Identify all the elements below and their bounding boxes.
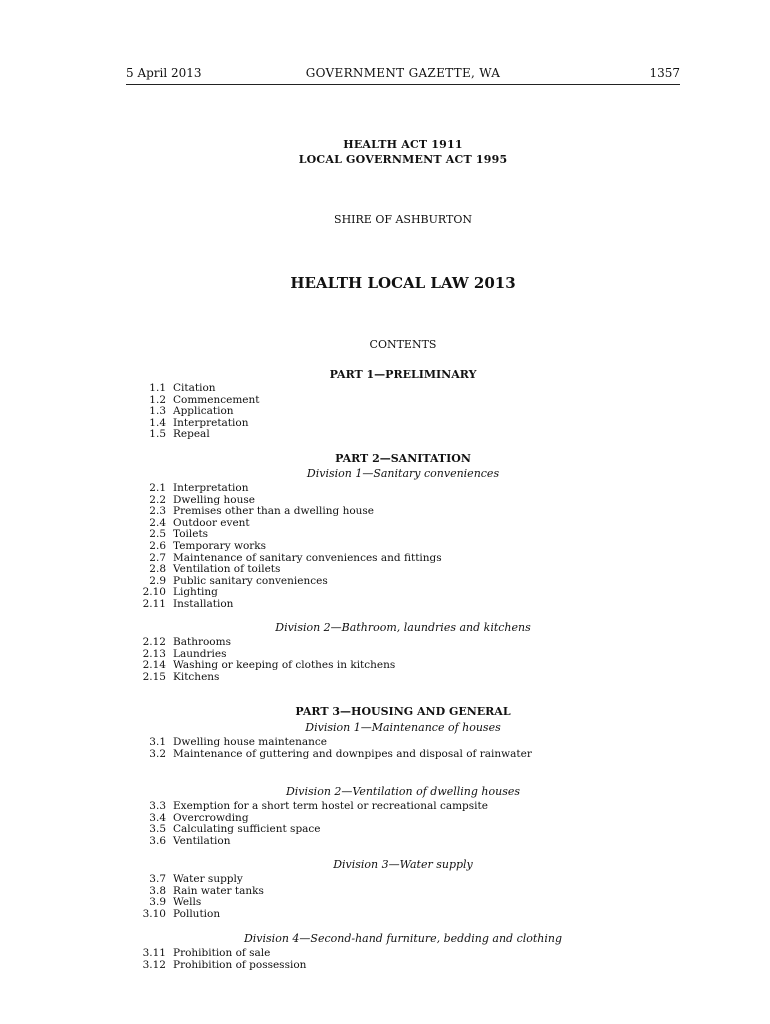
part-heading: PART 2—SANITATION: [335, 452, 471, 465]
list-item: [126, 948, 680, 960]
item-title: Bathrooms: [173, 636, 231, 648]
list-item: [126, 886, 680, 898]
item-title: Ventilation: [173, 834, 231, 847]
list-item: [126, 874, 680, 886]
item-title: Exemption for a short term hostel or recreational campsite: [173, 800, 488, 812]
contents-heading: CONTENTS: [369, 338, 437, 351]
item-number: 3.9: [149, 896, 166, 909]
running-header: [126, 66, 680, 85]
list-item: [126, 749, 680, 761]
contents-list: [126, 383, 680, 441]
contents-list: [126, 948, 680, 971]
item-title: Interpretation: [173, 482, 249, 494]
item-number: 2.14: [142, 659, 166, 672]
item-title: Prohibition of sale: [173, 947, 271, 959]
list-item: [126, 836, 680, 848]
list-item: [126, 483, 680, 495]
item-number: 2.5: [149, 528, 166, 541]
item-title: Maintenance of guttering and downpipes and disposal of rainwater: [173, 747, 532, 760]
list-item: [126, 672, 680, 684]
item-title: Public sanitary conveniences: [173, 574, 328, 587]
contents-list: [126, 483, 680, 611]
item-number: 3.8: [149, 884, 166, 897]
item-title: Lighting: [173, 586, 218, 599]
item-title: Dwelling house maintenance: [173, 736, 327, 748]
item-number: 1.5: [149, 428, 166, 441]
page-number: 1357: [649, 66, 680, 80]
item-number: 2.1: [149, 482, 166, 494]
item-number: 1.1: [149, 382, 166, 394]
gazette-name: GOVERNMENT GAZETTE, WA: [305, 66, 501, 80]
item-number: 2.8: [149, 563, 166, 576]
list-item: [126, 909, 680, 921]
item-number: 3.2: [149, 747, 166, 760]
item-number: 2.3: [149, 505, 166, 518]
act-title-health: HEALTH ACT 1911: [343, 138, 463, 151]
document-title: HEALTH LOCAL LAW 2013: [290, 274, 516, 292]
contents-list: [126, 637, 680, 683]
item-title: Pollution: [173, 907, 221, 920]
item-title: Rain water tanks: [173, 884, 264, 897]
item-number: 1.2: [149, 393, 166, 406]
item-title: Outdoor event: [173, 516, 250, 529]
list-item: [126, 383, 680, 395]
contents-list: [126, 801, 680, 847]
item-title: Calculating sufficient space: [173, 823, 321, 836]
item-title: Premises other than a dwelling house: [173, 505, 375, 518]
item-number: 3.3: [149, 800, 166, 812]
item-number: 3.10: [142, 907, 166, 920]
item-title: Temporary works: [173, 539, 267, 552]
item-title: Interpretation: [173, 416, 249, 429]
division-heading: Division 2—Ventilation of dwelling houses: [285, 785, 521, 798]
item-number: 2.4: [149, 516, 166, 529]
item-title: Overcrowding: [173, 811, 249, 824]
division-heading: Division 3—Water supply: [333, 858, 473, 871]
item-number: 3.4: [149, 811, 166, 824]
shire-name: SHIRE OF ASHBURTON: [334, 213, 472, 226]
list-item: [126, 801, 680, 813]
item-title: Dwelling house: [173, 493, 255, 506]
list-item: [126, 737, 680, 749]
item-title: Installation: [173, 597, 234, 610]
item-title: Wells: [173, 896, 202, 909]
item-title: Maintenance of sanitary conveniences and fittings: [173, 551, 442, 564]
item-number: 3.12: [142, 958, 166, 971]
item-number: 2.15: [142, 670, 166, 683]
item-title: Toilets: [173, 528, 209, 541]
list-item: [126, 599, 680, 611]
item-number: 2.11: [142, 597, 166, 610]
item-number: 2.7: [149, 551, 166, 564]
item-number: 3.5: [149, 823, 166, 836]
division-heading: Division 2—Bathroom, laundries and kitchens: [275, 621, 531, 634]
list-item: [126, 541, 680, 553]
item-number: 3.7: [149, 873, 166, 885]
part-heading: PART 3—HOUSING AND GENERAL: [295, 705, 511, 718]
list-item: [126, 429, 680, 441]
item-number: 1.4: [149, 416, 166, 429]
item-title: Repeal: [173, 428, 210, 441]
item-number: 2.10: [142, 586, 166, 599]
gazette-date: 5 April 2013: [126, 66, 202, 80]
item-number: 2.12: [142, 636, 166, 648]
act-title-local-government: LOCAL GOVERNMENT ACT 1995: [298, 153, 508, 166]
contents-list: [126, 874, 680, 920]
item-number: 2.6: [149, 539, 166, 552]
list-item: [126, 960, 680, 972]
division-heading: Division 1—Sanitary conveniences: [306, 467, 500, 480]
contents-list: [126, 737, 680, 760]
item-title: Washing or keeping of clothes in kitchens: [173, 659, 396, 672]
item-number: 2.9: [149, 574, 166, 587]
list-item: [126, 637, 680, 649]
item-title: Water supply: [173, 873, 243, 885]
part-heading: PART 1—PRELIMINARY: [329, 368, 477, 381]
item-title: Commencement: [173, 393, 260, 406]
item-title: Citation: [173, 382, 216, 394]
item-number: 2.13: [142, 647, 166, 660]
item-title: Application: [173, 405, 234, 418]
item-number: 3.11: [142, 947, 166, 959]
list-item: [126, 564, 680, 576]
division-heading: Division 1—Maintenance of houses: [305, 721, 501, 734]
item-number: 1.3: [149, 405, 166, 418]
list-item: [126, 518, 680, 530]
item-title: Kitchens: [173, 670, 220, 683]
item-title: Prohibition of possession: [173, 958, 307, 971]
item-number: 3.6: [149, 834, 166, 847]
item-number: 2.2: [149, 493, 166, 506]
item-title: Laundries: [173, 647, 227, 660]
item-number: 3.1: [149, 736, 166, 748]
division-heading: Division 4—Second-hand furniture, bedding and clothing: [243, 932, 563, 945]
item-title: Ventilation of toilets: [173, 563, 281, 576]
